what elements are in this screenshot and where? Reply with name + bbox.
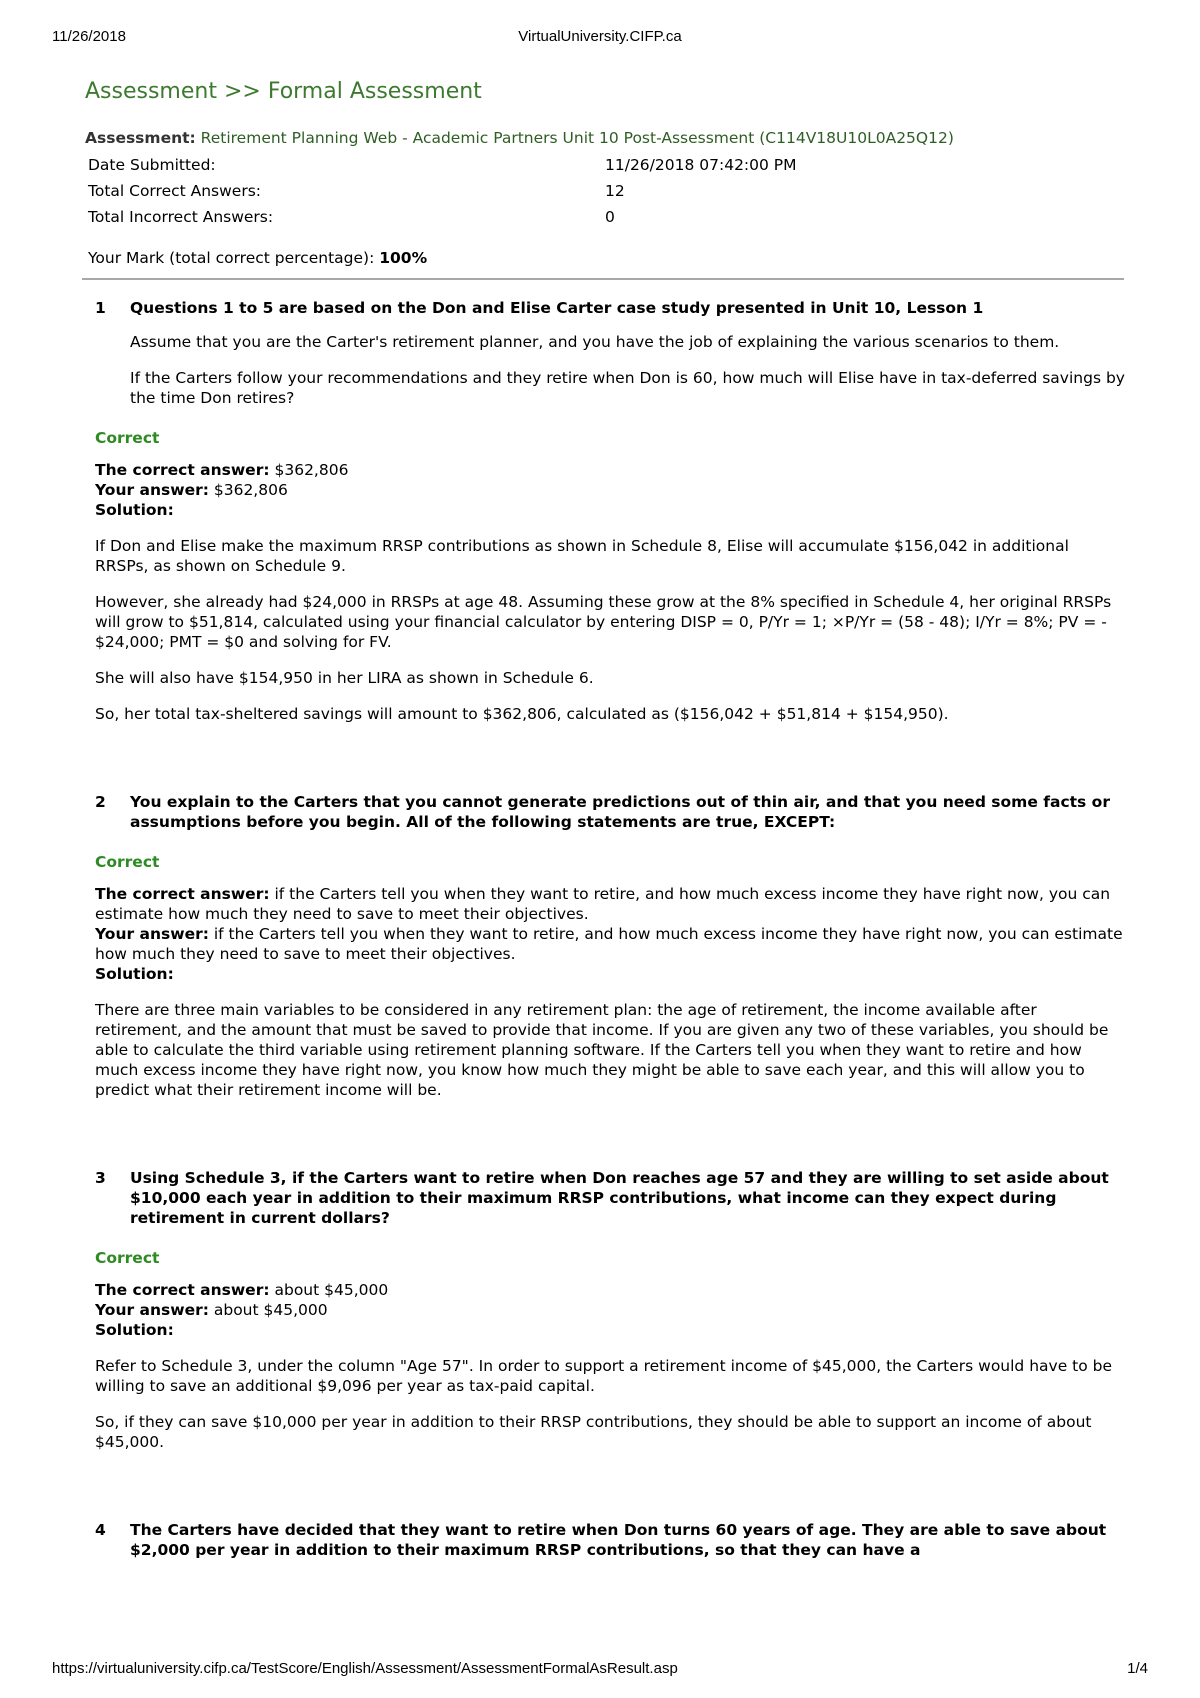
- question-heading: [95, 792, 1125, 832]
- summary-value: 12: [605, 182, 625, 200]
- question-body: [130, 332, 1125, 408]
- your-answer-value: $362,806: [213, 481, 288, 499]
- question-number: 3: [95, 1169, 106, 1187]
- your-answer-value: about $45,000: [213, 1301, 328, 1319]
- your-answer: [95, 924, 1125, 964]
- correct-answer: [95, 884, 1125, 924]
- correct-answer-label: The correct answer:: [95, 461, 270, 479]
- print-footer: [52, 1660, 1148, 1680]
- question-number: 1: [95, 299, 106, 317]
- mark-label: Your Mark (total correct percentage):: [88, 249, 375, 267]
- solution-text: [95, 536, 1125, 724]
- correct-answer-value: if the Carters tell you when they want to retire, and how much excess income they have right now, you can estimate how much they need to save to meet their objectives.: [95, 885, 1111, 923]
- summary-row: [85, 178, 801, 204]
- status-correct: Correct: [95, 1249, 160, 1267]
- divider: [82, 278, 1124, 280]
- question-heading: [95, 1520, 1125, 1560]
- page-title: Assessment >> Formal Assessment: [85, 79, 482, 104]
- question-4: [95, 1520, 1125, 1560]
- solution-label: Solution:: [95, 1321, 174, 1339]
- question-title: The Carters have decided that they want to retire when Don turns 60 years of age. They are able to save about $2,000 per year in addition to their maximum RRSP contributions, so that they can have a: [130, 1521, 1107, 1559]
- mark-line: [88, 248, 1125, 268]
- question-3: [95, 1168, 1125, 1452]
- question-heading: [95, 298, 1125, 318]
- assessment-name: [85, 128, 1125, 148]
- assessment-label: Assessment:: [85, 129, 196, 147]
- question-paragraph: If the Carters follow your recommendations and they retire when Don is 60, how much will Elise have in tax-deferred savings by the time Don retires?: [130, 369, 1125, 407]
- correct-answer-label: The correct answer:: [95, 885, 270, 903]
- question-2: [95, 792, 1125, 1100]
- spacer: [85, 1116, 1125, 1168]
- summary-key: Total Correct Answers:: [88, 182, 262, 200]
- question-heading: [95, 1168, 1125, 1228]
- correct-answer: [95, 1280, 1125, 1300]
- page-number: 1/4: [1127, 1660, 1148, 1677]
- spacer: [85, 740, 1125, 792]
- your-answer: [95, 1300, 1125, 1320]
- solution-paragraph: If Don and Elise make the maximum RRSP contributions as shown in Schedule 8, Elise will accumulate $156,042 in additional RRSPs, as shown on Schedule 9.: [95, 537, 1069, 575]
- your-answer-label: Your answer:: [95, 481, 209, 499]
- correct-answer-value: about $45,000: [274, 1281, 389, 1299]
- assessment-value: Retirement Planning Web - Academic Partners Unit 10 Post-Assessment (C114V18U10L0A25Q12): [200, 129, 954, 147]
- page-url: https://virtualuniversity.cifp.ca/TestScore/English/Assessment/AssessmentFormalAsResult.asp: [52, 1660, 678, 1677]
- solution-paragraph: There are three main variables to be considered in any retirement plan: the age of retirement, the income available after retirement, and the amount that must be saved to provide that income. If you are given any two of these variables, you should be able to calculate the third variable using retirement planning software. If the Carters tell you when they want to retire and how much excess income they have right now, you know how much they might be able to save each year, and this will allow you to predict what their retirement income will be.: [95, 1001, 1109, 1099]
- print-header: [52, 28, 1148, 48]
- correct-answer-value: $362,806: [274, 461, 349, 479]
- print-date: 11/26/2018: [52, 28, 126, 45]
- status-correct: Correct: [95, 853, 160, 871]
- your-answer: [95, 480, 1125, 500]
- question-paragraph: Assume that you are the Carter's retirement planner, and you have the job of explaining the various scenarios to them.: [130, 333, 1060, 351]
- summary-value: 11/26/2018 07:42:00 PM: [605, 156, 797, 174]
- summary-row: [85, 152, 801, 178]
- solution-paragraph: So, if they can save $10,000 per year in addition to their RRSP contributions, they should be able to support an income of about $45,000.: [95, 1413, 1092, 1451]
- your-answer-label: Your answer:: [95, 925, 209, 943]
- solution-text: [95, 1000, 1125, 1100]
- correct-answer: [95, 460, 1125, 480]
- solution-paragraph: She will also have $154,950 in her LIRA as shown in Schedule 6.: [95, 669, 594, 687]
- question-1: [95, 298, 1125, 724]
- summary-key: Date Submitted:: [88, 156, 216, 174]
- question-number: 4: [95, 1521, 106, 1539]
- question-title: Questions 1 to 5 are based on the Don and Elise Carter case study presented in Unit 10, Lesson 1: [130, 299, 984, 317]
- solution-paragraph: Refer to Schedule 3, under the column "Age 57". In order to support a retirement income of $45,000, the Carters would have to be willing to save an additional $9,096 per year as tax-paid capital.: [95, 1357, 1113, 1395]
- spacer: [85, 1468, 1125, 1520]
- solution-text: [95, 1356, 1125, 1452]
- mark-value: 100%: [379, 249, 428, 267]
- assessment-result: [85, 78, 1125, 1574]
- status-correct: Correct: [95, 429, 160, 447]
- print-site-name: VirtualUniversity.CIFP.ca: [518, 28, 682, 45]
- summary-table: [85, 152, 801, 230]
- your-answer-label: Your answer:: [95, 1301, 209, 1319]
- question-number: 2: [95, 793, 106, 811]
- summary-key: Total Incorrect Answers:: [88, 208, 274, 226]
- summary-row: [85, 204, 801, 230]
- solution-label: Solution:: [95, 501, 174, 519]
- solution-paragraph: So, her total tax-sheltered savings will amount to $362,806, calculated as ($156,042 + $51,814 + $154,950).: [95, 705, 949, 723]
- correct-answer-label: The correct answer:: [95, 1281, 270, 1299]
- solution-label: Solution:: [95, 965, 174, 983]
- solution-paragraph: However, she already had $24,000 in RRSPs at age 48. Assuming these grow at the 8% specified in Schedule 4, her original RRSPs will grow to $51,814, calculated using your financial calculator by entering DISP = 0, P/Yr = 1; ×P/Yr = (58 - 48); I/Yr = 8%; PV = - $24,000; PMT = $0 and solving for FV.: [95, 593, 1112, 651]
- question-title: You explain to the Carters that you cannot generate predictions out of thin air, and that you need some facts or assumptions before you begin. All of the following statements are true, EXCEPT:: [130, 793, 1110, 831]
- question-title: Using Schedule 3, if the Carters want to retire when Don reaches age 57 and they are willing to set aside about $10,000 each year in addition to their maximum RRSP contributions, what income can they expect during retirement in current dollars?: [130, 1169, 1109, 1227]
- summary-value: 0: [605, 208, 615, 226]
- your-answer-value: if the Carters tell you when they want to retire, and how much excess income they have right now, you can estimate how much they need to save to meet their objectives.: [95, 925, 1123, 963]
